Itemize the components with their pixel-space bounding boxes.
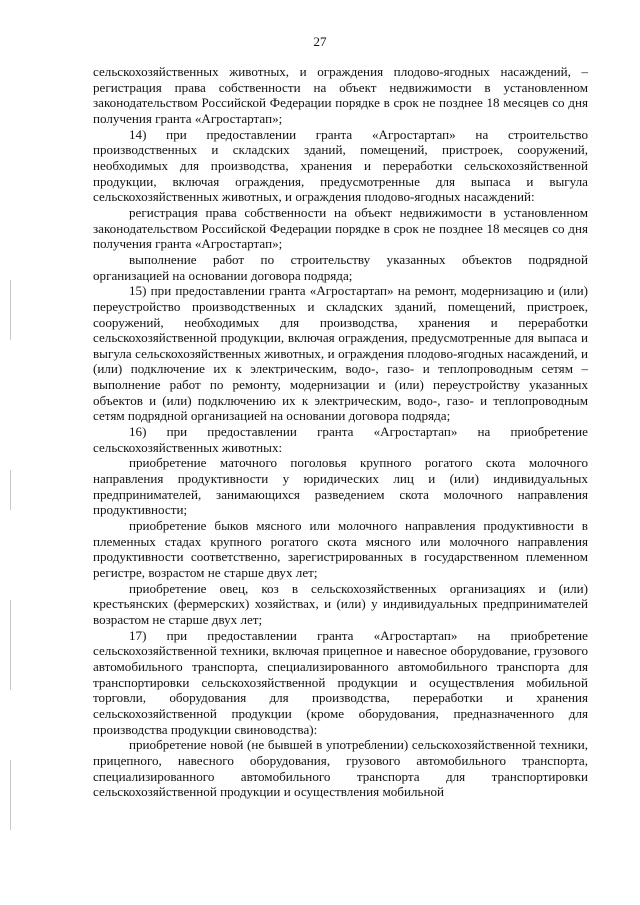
paragraph-bulls: приобретение быков мясного или молочного направления продуктивности в племенных стадах крупного рогатого скота мясного или молочного направления продуктивности соответственно, зарегистрированных в государственном племенном регистре, возрастом не старше двух лет; xyxy=(93,518,588,580)
paragraph-new-machinery: приобретение новой (не бывшей в употреблении) сельскохозяйственной техники, прицепного, навесного оборудования, грузового автомобильного транспорта, специализированного автомобильного транспорта для транспортировки сельскохозяйственной продукции и осуществления мобильной xyxy=(93,737,588,800)
paragraph-dairy-cattle: приобретение маточного поголовья крупного рогатого скота молочного направления продуктивности у юридических лиц и (или) индивидуальных предпринимателей, занимающихся разведением скота молочного направления продуктивности; xyxy=(93,455,588,518)
paragraph-item-14: 14) при предоставлении гранта «Агростартап» на строительство производственных и складских зданий, помещений, пристроек, сооружений, необходимых для производства, хранения и переработки сельскохозяйственной продукции, включая ограждения, предусмотренные для выпаса и выгула сельскохозяйственных животных, и ограждения плодово-ягодных насаждений: xyxy=(93,126,588,205)
document-body xyxy=(93,64,588,800)
paragraph-item-17: 17) при предоставлении гранта «Агростартап» на приобретение сельскохозяйственной техники, включая прицепное и навесное оборудование, грузового автомобильного транспорта, специализированного автомобильного транспорта для транспортировки сельскохозяйственной продукции и осуществления мобильной торговли, оборудования для производства, переработки и хранения сельскохозяйственной продукции (кроме оборудования, предназначенного для производства продукции свиноводства): xyxy=(93,627,588,737)
paragraph-construction-works: выполнение работ по строительству указанных объектов подрядной организацией на основании договора подряда; xyxy=(93,251,588,283)
paragraph-registration: регистрация права собственности на объект недвижимости в установленном законодательством Российской Федерации порядке в срок не позднее 18 месяцев со дня получения гранта «Агростартап»; xyxy=(93,204,588,252)
paragraph-sheep-goats: приобретение овец, коз в сельскохозяйственных организациях и (или) крестьянских (фермерских) хозяйствах, и (или) у индивидуальных предпринимателей возрастом не старше двух лет; xyxy=(93,580,588,627)
page-number: 27 xyxy=(313,34,327,49)
paragraph-item-16: 16) при предоставлении гранта «Агростартап» на приобретение сельскохозяйственных животных: xyxy=(93,424,588,455)
paragraph-item-15: 15) при предоставлении гранта «Агростартап» на ремонт, модернизацию и (или) переустройство производственных и складских зданий, помещений, пристроек, сооружений, необходимых для производства, хранения и переработки сельскохозяйственной продукции, включая ограждения, предусмотренные для выпаса и выгула сельскохозяйственных животных, и ограждения плодово-ягодных насаждений, и (или) подключение их к электрическим, водо-, газо- и теплопроводным сетям – выполнение работ по ремонту, модернизации и (или) переустройству указанных объектов и (или) подключению их к электрическим, водо-, газо- и теплопроводным сетям подрядной организацией на основании договора подряда; xyxy=(93,283,588,424)
scan-margin-marks xyxy=(0,0,20,905)
paragraph-continuation: сельскохозяйственных животных, и ограждения плодово-ягодных насаждений, – регистрация права собственности на объект недвижимости в установленном законодательством Российской Федерации порядке в срок не позднее 18 месяцев со дня получения гранта «Агростартап»; xyxy=(93,64,588,126)
